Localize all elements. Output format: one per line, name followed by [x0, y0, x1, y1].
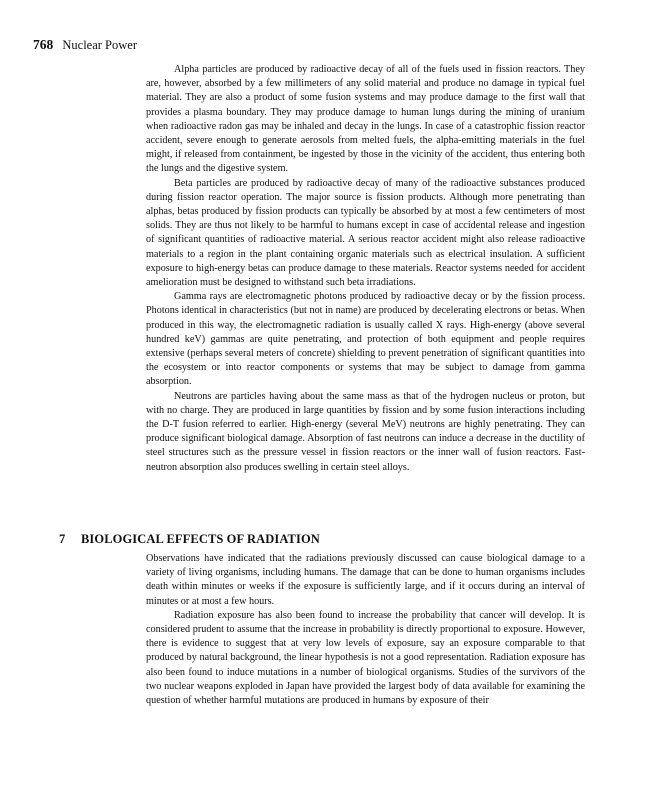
running-header	[33, 37, 137, 53]
paragraph-alpha: Alpha particles are produced by radioactive decay of all of the fuels used in fission reactors. They are, however, absorbed by a few millimeters of any solid material and produce no damage in typical fuel material. They are also a product of some fusion systems and may produce damage to the first wall that provides a plasma boundary. They may produce damage to human lungs during the mining of uranium when radioactive radon gas may be inhaled and decay in the lungs. In case of a catastrophic fission reactor accident, severe enough to generate aerosols from melted fuels, the alpha-emitting materials in the fuel might, if released from containment, be ingested by those in the vicinity of the accident, thus entering both the lungs and the digestive system.	[146, 64, 585, 175]
paragraph-beta: Beta particles are produced by radioactive decay of many of the radioactive substances produced during fission reactor operation. The major source is fission products. Although more penetrating than alphas, betas produced by fission products can typically be absorbed by at most a few centimeters of most solids. They are thus not likely to be harmful to humans except in case of accidental release and ingestion of significant quantities of radioactive material. A serious reactor accident might also release radioactive materials to a region in the plant containing organic materials such as electrical insulation. A sufficient exposure to high-energy betas can produce damage to these materials. Reactor systems needed for accident amelioration must be designed to withstand such beta irradiations.	[146, 177, 585, 289]
section-number: 7	[59, 532, 66, 546]
section-heading	[59, 531, 320, 547]
paragraph-gamma: Gamma rays are electromagnetic photons produced by radioactive decay or by the fission process. Photons identical in characteristics (but not in name) are produced by decelerating electrons or betas. When produced in this way, the electromagnetic radiation is usually called X rays. High-energy (above several hundred keV) gammas are quite penetrating, and protection of both equipment and people requires extensive (perhaps several meters of concrete) shielding to prevent penetration of significant quantities into the ecosystem or into reactor components or systems that may be subject to damage from gamma absorption.	[146, 291, 585, 388]
paragraph-neutrons: Neutrons are particles having about the same mass as that of the hydrogen nucleus or proton, but with no charge. They are produced in large quantities by fission and by some fusion interactions including the D-T fusion referred to earlier. High-energy (several MeV) neutrons are highly penetrating. They can produce significant biological damage. Absorption of fast neutrons can induce a decrease in the ductility of steel structures such as the pressure vessel in fission reactors or the inner wall of fusion reactors. Fast-neutron absorption also produces swelling in certain steel alloys.	[146, 390, 585, 473]
running-title: Nuclear Power	[62, 38, 137, 52]
body-text-bottom	[146, 552, 585, 708]
paragraph-radiation-exposure: Radiation exposure has also been found to increase the probability that cancer will develop. It is considered prudent to assume that the increase in probability is directly proportional to exposure. However, there is evidence to suggest that at very low levels of exposure, say an exposure comparable to that produced by natural background, the linear hypothesis is not a good representation. Radiation exposure has also been found to induce mutations in a number of biological organisms. Studies of the survivors of the two nuclear weapons exploded in Japan have provided the largest body of data available for examining the question of whether harmful mutations are produced in humans by exposure of their	[146, 609, 585, 707]
body-text-top	[146, 63, 585, 475]
page-number: 768	[33, 37, 54, 52]
paragraph-observations: Observations have indicated that the radiations previously discussed can cause biological damage to a variety of living organisms, including humans. The damage that can be done to human organisms includes death within minutes or weeks if the exposure is sufficiently large, and if it occurs during an interval of minutes or at most a few hours.	[146, 553, 585, 607]
section-title: BIOLOGICAL EFFECTS OF RADIATION	[81, 532, 320, 546]
